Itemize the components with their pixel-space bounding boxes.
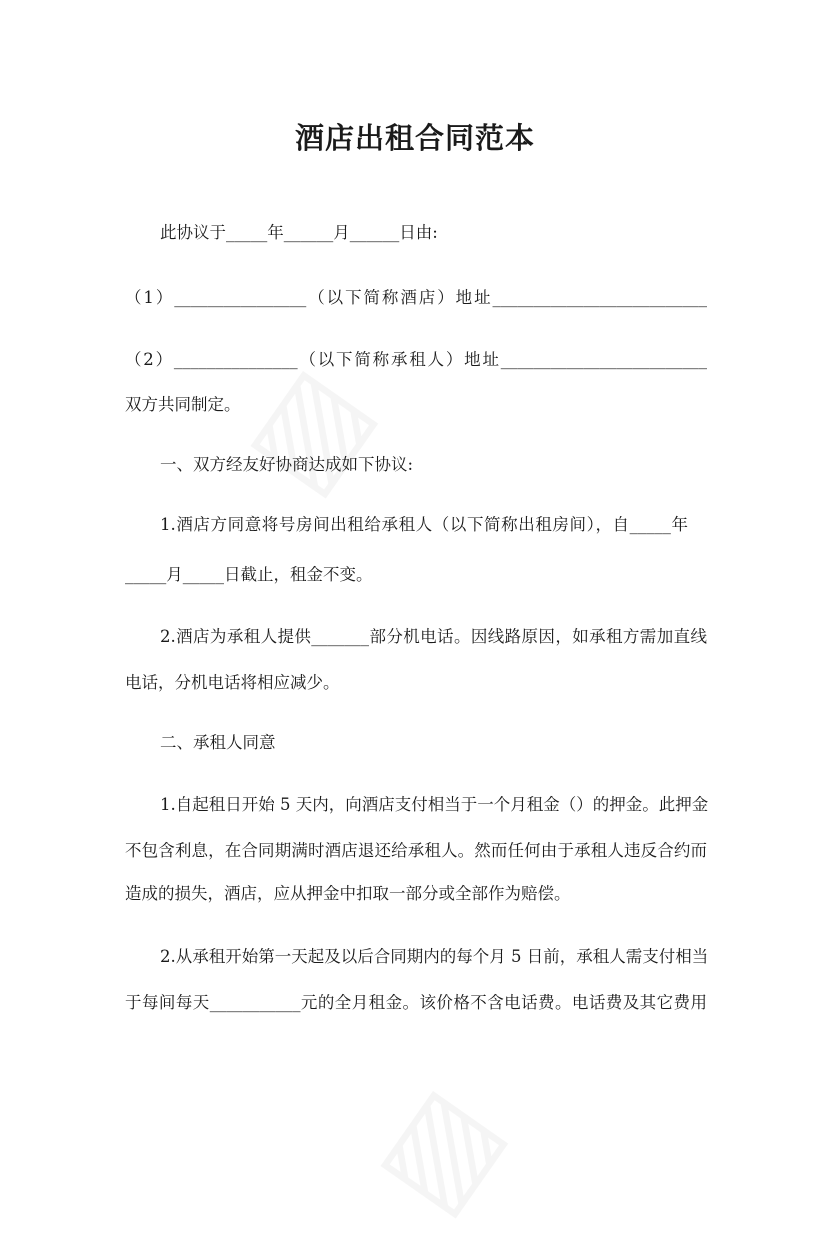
- paragraph-line: 1.酒店方同意将号房间出租给承租人（以下简称出租房间），自_____年: [160, 515, 688, 534]
- paragraph-line: 双方共同制定。: [125, 395, 241, 414]
- paragraph-line: _____月_____日截止，租金不变。: [125, 565, 373, 584]
- party-1-line: （1）________________（以下简称酒店）地址__________________________: [125, 288, 707, 307]
- section-heading: 一、双方经友好协商达成如下协议:: [160, 455, 414, 474]
- paragraph-line: 不包含利息，在合同期满时酒店退还给承租人。然而任何由于承租人违反合约而: [125, 841, 707, 860]
- watermark: [347, 1063, 526, 1236]
- paragraph-line: 电话，分机电话将相应减少。: [125, 673, 340, 692]
- page-title: 酒店出租合同范本: [294, 121, 535, 155]
- paragraph-line: 此协议于_____年______月______日由:: [160, 223, 438, 242]
- paragraph-line: 2.酒店为承租人提供_______部分机电话。因线路原因，如承租方需加直线: [160, 627, 707, 646]
- section-heading: 二、承租人同意: [160, 733, 276, 752]
- paragraph-line: 于每间每天___________元的全月租金。该价格不含电话费。电话费及其它费用: [125, 993, 707, 1012]
- paragraph-line: 1.自起租日开始 5 天内，向酒店支付相当于一个月租金（）的押金。此押金: [160, 795, 709, 814]
- party-2-line: （2）_______________（以下简称承租人）地址_________________________: [125, 350, 707, 369]
- paragraph-line: 2.从承租开始第一天起及以后合同期内的每个月 5 日前，承租人需支付相当: [160, 947, 709, 966]
- paragraph-line: 造成的损失，酒店，应从押金中扣取一部分或全部作为赔偿。: [125, 884, 571, 903]
